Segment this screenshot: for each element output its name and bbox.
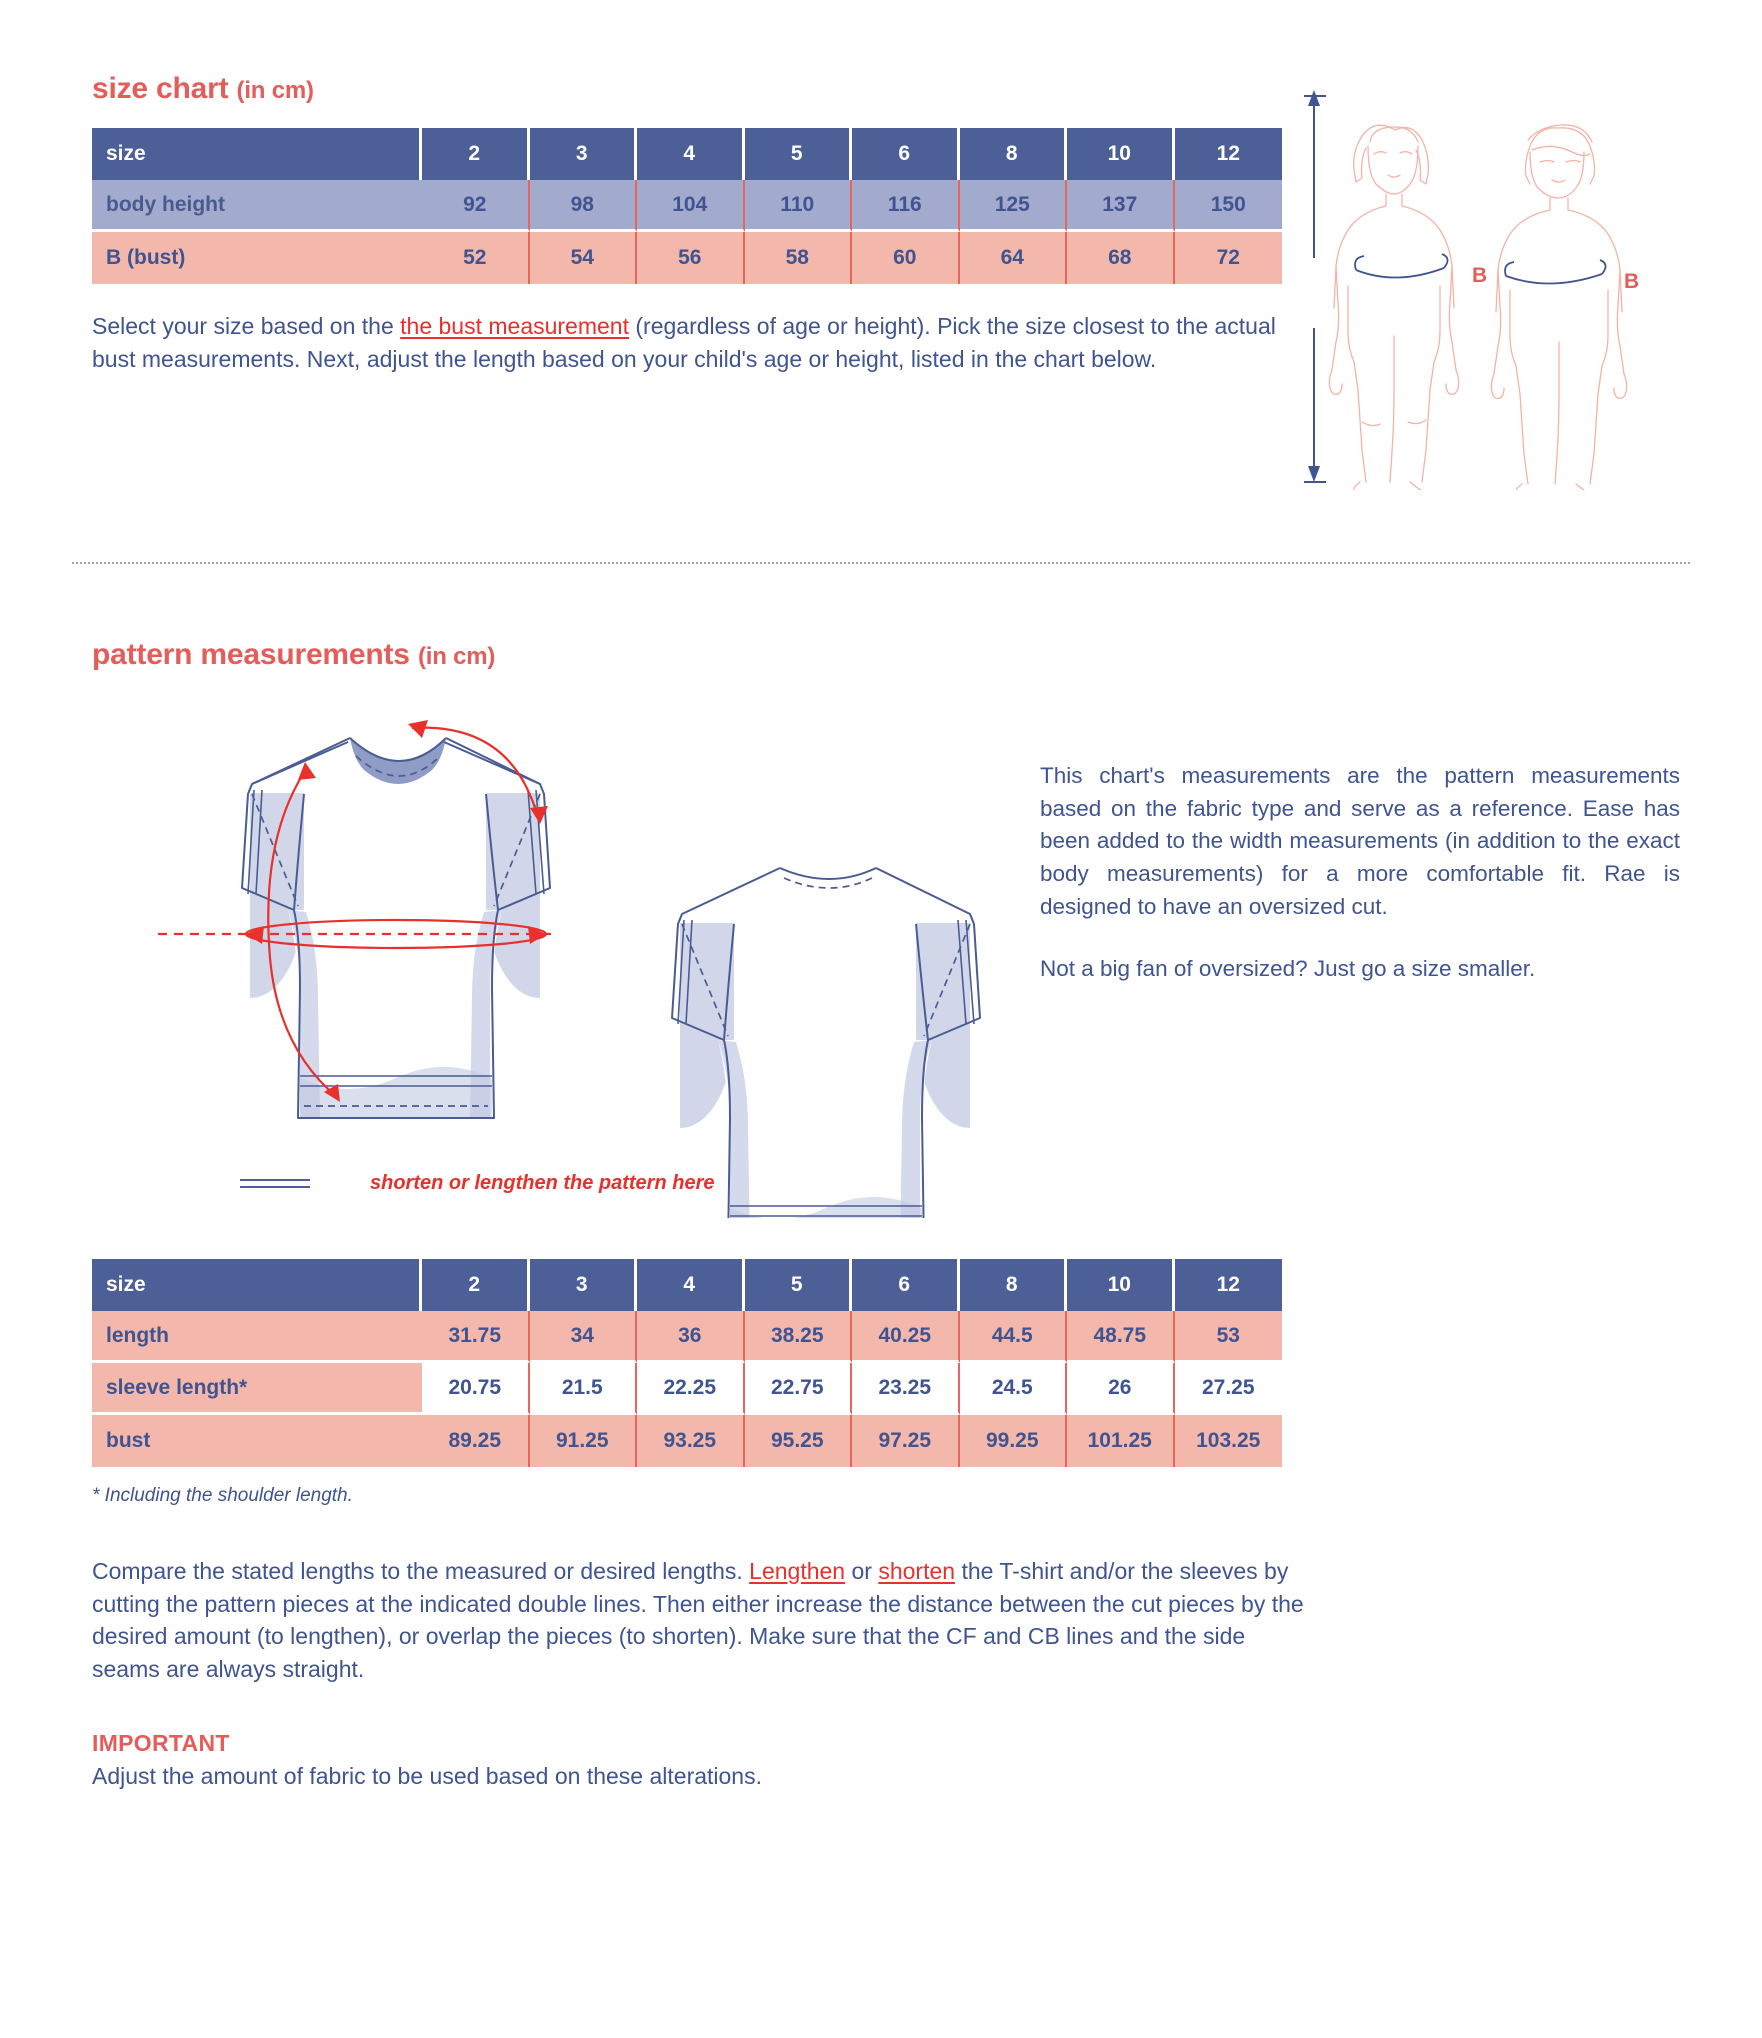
- cell-body-height-3: 98: [530, 180, 638, 232]
- pattern-table-row-sleeve-length: [92, 1363, 1282, 1415]
- cell-sleeve-5: 22.75: [745, 1363, 853, 1415]
- cell-pbust-3: 91.25: [530, 1415, 638, 1467]
- pattern-table-header-row: [92, 1259, 1282, 1311]
- pattern-side-text: [1040, 760, 1680, 986]
- cell-length-6: 40.25: [852, 1311, 960, 1363]
- cell-sleeve-3: 21.5: [530, 1363, 638, 1415]
- tshirt-front-view: [158, 720, 552, 1118]
- cell-bust-4: 56: [637, 232, 745, 284]
- boy-feet: [1516, 484, 1592, 490]
- girl-torso-left: [1348, 286, 1358, 390]
- cell-pbust-10: 101.25: [1067, 1415, 1175, 1467]
- cell-sleeve-4: 22.25: [637, 1363, 745, 1415]
- important-label: IMPORTANT: [92, 1729, 230, 1756]
- pattern-heading-unit: (in cm): [417, 643, 496, 670]
- height-arrow-head-bottom: [1308, 466, 1320, 482]
- boy-hand-right: [1614, 374, 1627, 398]
- girl-bust-ellipse-front: [1356, 268, 1444, 278]
- boy-shoulder-left: [1496, 210, 1550, 312]
- cell-pbust-8: 99.25: [960, 1415, 1068, 1467]
- column-header-4: 4: [637, 128, 745, 180]
- instructions-text-after: (regardless of age or height). Pick the size closest to the actual bust measurements. Next, adjust the length based on your child's age or height, listed in the chart below.: [92, 313, 1276, 372]
- sleeve-length-footnote: * Including the shoulder length.: [92, 1485, 353, 1506]
- side-paragraph-1: [1040, 760, 1680, 923]
- cell-body-height-8: 125: [960, 180, 1068, 232]
- double-line-icon: [240, 1178, 310, 1190]
- cell-pbust-12: 103.25: [1175, 1415, 1283, 1467]
- girl-leg-left: [1358, 390, 1366, 482]
- column-header-5: 5: [745, 128, 853, 180]
- pattern-table-row-bust: [92, 1415, 1282, 1467]
- pattern-column-header-size: size: [92, 1259, 422, 1311]
- column-header-8: 8: [960, 128, 1068, 180]
- column-header-size: size: [92, 128, 422, 180]
- table-header-row: [92, 128, 1282, 180]
- cell-length-2: 31.75: [422, 1311, 530, 1363]
- row-label-bust: B (bust): [92, 232, 422, 284]
- side-paragraph-2: [1040, 953, 1680, 986]
- pattern-legend: [240, 1172, 1762, 1195]
- pattern-column-header-12: 12: [1175, 1259, 1283, 1311]
- alteration-text-3: the T-shirt and/or the sleeves by cutting the pattern pieces at the indicated double lines. Then either increase the distance between the cut pieces by the desired amount (to lengthen), or overlap the pieces (to shorten). Make sure that the CF and CB lines and the side seams are always straight.: [92, 1558, 1304, 1682]
- pattern-column-header-2: 2: [422, 1259, 530, 1311]
- boy-neck: [1550, 198, 1568, 210]
- cell-pbust-2: 89.25: [422, 1415, 530, 1467]
- cell-sleeve-6: 23.25: [852, 1363, 960, 1415]
- cell-bust-10: 68: [1067, 232, 1175, 284]
- cell-body-height-5: 110: [745, 180, 853, 232]
- cell-bust-5: 58: [745, 232, 853, 284]
- oversized-cut-link[interactable]: oversized cut: [1248, 893, 1382, 919]
- cell-body-height-4: 104: [637, 180, 745, 232]
- girl-feet: [1354, 482, 1426, 490]
- cell-bust-12: 72: [1175, 232, 1283, 284]
- cell-pbust-5: 95.25: [745, 1415, 853, 1467]
- alteration-instructions: [92, 1555, 1307, 1686]
- boy-bust-ellipse-front: [1506, 274, 1602, 284]
- back-neckline: [780, 868, 876, 879]
- pattern-row-label-length: length: [92, 1311, 422, 1363]
- pattern-row-label-sleeve-length: sleeve length*: [92, 1363, 422, 1415]
- row-label-body-height: body height: [92, 180, 422, 232]
- pattern-column-header-3: 3: [530, 1259, 638, 1311]
- boy-leg-right: [1590, 394, 1598, 484]
- girl-eye-right: [1400, 152, 1412, 154]
- size-chart-heading-unit: (in cm): [236, 77, 314, 104]
- height-arrow-head-top: [1308, 90, 1320, 106]
- boy-hair-sweep: [1532, 146, 1590, 155]
- boy-bust-ellipse-back: [1505, 260, 1606, 276]
- cell-body-height-2: 92: [422, 180, 530, 232]
- instructions-text-before: Select your size based on the: [92, 313, 401, 339]
- column-header-2: 2: [422, 128, 530, 180]
- cell-pbust-4: 93.25: [637, 1415, 745, 1467]
- figures-svg: [1300, 70, 1700, 490]
- sleeve-arrow-head-left: [408, 720, 428, 738]
- cell-pbust-6: 97.25: [852, 1415, 960, 1467]
- cell-body-height-12: 150: [1175, 180, 1283, 232]
- tshirt-back-view: [672, 868, 980, 1218]
- boy-eye-left: [1540, 161, 1554, 163]
- boy-inner-leg: [1555, 342, 1559, 484]
- girl-inner-leg: [1390, 336, 1394, 482]
- cell-body-height-6: 116: [852, 180, 960, 232]
- tshirt-drawings-svg: [92, 698, 1092, 1218]
- boy-torso-right: [1598, 290, 1608, 394]
- section-divider: [72, 562, 1690, 564]
- alteration-text-2: or: [845, 1558, 879, 1584]
- table-row-bust: [92, 232, 1282, 284]
- girl-torso-right: [1430, 286, 1440, 390]
- important-block: [92, 1730, 1682, 1790]
- tshirt-technical-drawings: [92, 698, 1092, 1218]
- boy-face: [1530, 152, 1584, 198]
- important-body: Adjust the amount of fabric to be used based on these alterations.: [92, 1762, 762, 1789]
- side-text-2: Not a big fan of oversized? Just go a size smaller.: [1040, 956, 1536, 982]
- bust-label-girl: B: [1472, 264, 1488, 287]
- cell-bust-6: 60: [852, 232, 960, 284]
- size-chart-table: [92, 128, 1282, 284]
- side-text-1-before: This chart's measurements are the pattern measurements based on the fabric type and serve as a reference. Ease has been added to the width measurements (in addition to the exact body measurements) for a more comfortable fit. Rae is designed to have an: [1040, 763, 1680, 919]
- alteration-text-1: Compare the stated lengths to the measured or desired lengths.: [92, 1558, 750, 1584]
- pattern-heading-main: pattern measurements: [92, 638, 410, 671]
- pattern-measurements-heading: [92, 638, 1682, 672]
- girl-hand-right: [1446, 370, 1459, 394]
- cell-bust-8: 64: [960, 232, 1068, 284]
- cell-body-height-10: 137: [1067, 180, 1175, 232]
- girl-eye-left: [1374, 152, 1386, 154]
- cell-length-8: 44.5: [960, 1311, 1068, 1363]
- pattern-column-header-5: 5: [745, 1259, 853, 1311]
- cell-bust-3: 54: [530, 232, 638, 284]
- side-text-1-after: .: [1381, 893, 1388, 919]
- cell-sleeve-2: 20.75: [422, 1363, 530, 1415]
- cell-sleeve-10: 26: [1067, 1363, 1175, 1415]
- girl-leg-right: [1422, 390, 1430, 482]
- girl-bust-ellipse-back: [1355, 254, 1448, 270]
- pattern-measurements-table: [92, 1259, 1282, 1467]
- column-header-12: 12: [1175, 128, 1283, 180]
- size-chart-heading-main: size chart: [92, 72, 229, 105]
- column-header-6: 6: [852, 128, 960, 180]
- cell-bust-2: 52: [422, 232, 530, 284]
- length-arrow-head-top: [298, 762, 316, 780]
- column-header-3: 3: [530, 128, 638, 180]
- boy-shoulder-right: [1568, 210, 1622, 312]
- boy-hand-left: [1491, 374, 1504, 398]
- cell-sleeve-8: 24.5: [960, 1363, 1068, 1415]
- cell-length-3: 34: [530, 1311, 638, 1363]
- boy-torso-left: [1510, 290, 1520, 394]
- body-figures-illustration: [1300, 70, 1700, 490]
- girl-mouth: [1388, 175, 1400, 177]
- pattern-table-row-length: [92, 1311, 1282, 1363]
- pattern-column-header-10: 10: [1067, 1259, 1175, 1311]
- cell-length-10: 48.75: [1067, 1311, 1175, 1363]
- lengthen-link[interactable]: Lengthen: [749, 1558, 846, 1584]
- size-chart-instructions: [92, 310, 1282, 375]
- boy-leg-left: [1520, 394, 1528, 484]
- cell-length-5: 38.25: [745, 1311, 853, 1363]
- cell-length-12: 53: [1175, 1311, 1283, 1363]
- legend-label: shorten or lengthen the pattern here: [370, 1172, 715, 1194]
- girl-hand-left: [1329, 370, 1342, 394]
- shorten-link[interactable]: shorten: [878, 1558, 956, 1584]
- boy-mouth: [1552, 180, 1565, 182]
- cell-length-4: 36: [637, 1311, 745, 1363]
- pattern-row-label-bust: bust: [92, 1415, 422, 1467]
- size-chart-section: [92, 72, 1322, 375]
- girl-neck: [1386, 194, 1402, 206]
- pattern-column-header-8: 8: [960, 1259, 1068, 1311]
- column-header-10: 10: [1067, 128, 1175, 180]
- bust-label-boy: B: [1624, 270, 1640, 293]
- table-row-body-height: [92, 180, 1282, 232]
- cell-sleeve-12: 27.25: [1175, 1363, 1283, 1415]
- boy-eye-right: [1566, 161, 1580, 163]
- pattern-column-header-4: 4: [637, 1259, 745, 1311]
- pattern-column-header-6: 6: [852, 1259, 960, 1311]
- bust-measurement-link[interactable]: the bust measurement: [400, 313, 629, 339]
- size-chart-heading: [92, 72, 1322, 106]
- height-arrow: [1304, 96, 1326, 482]
